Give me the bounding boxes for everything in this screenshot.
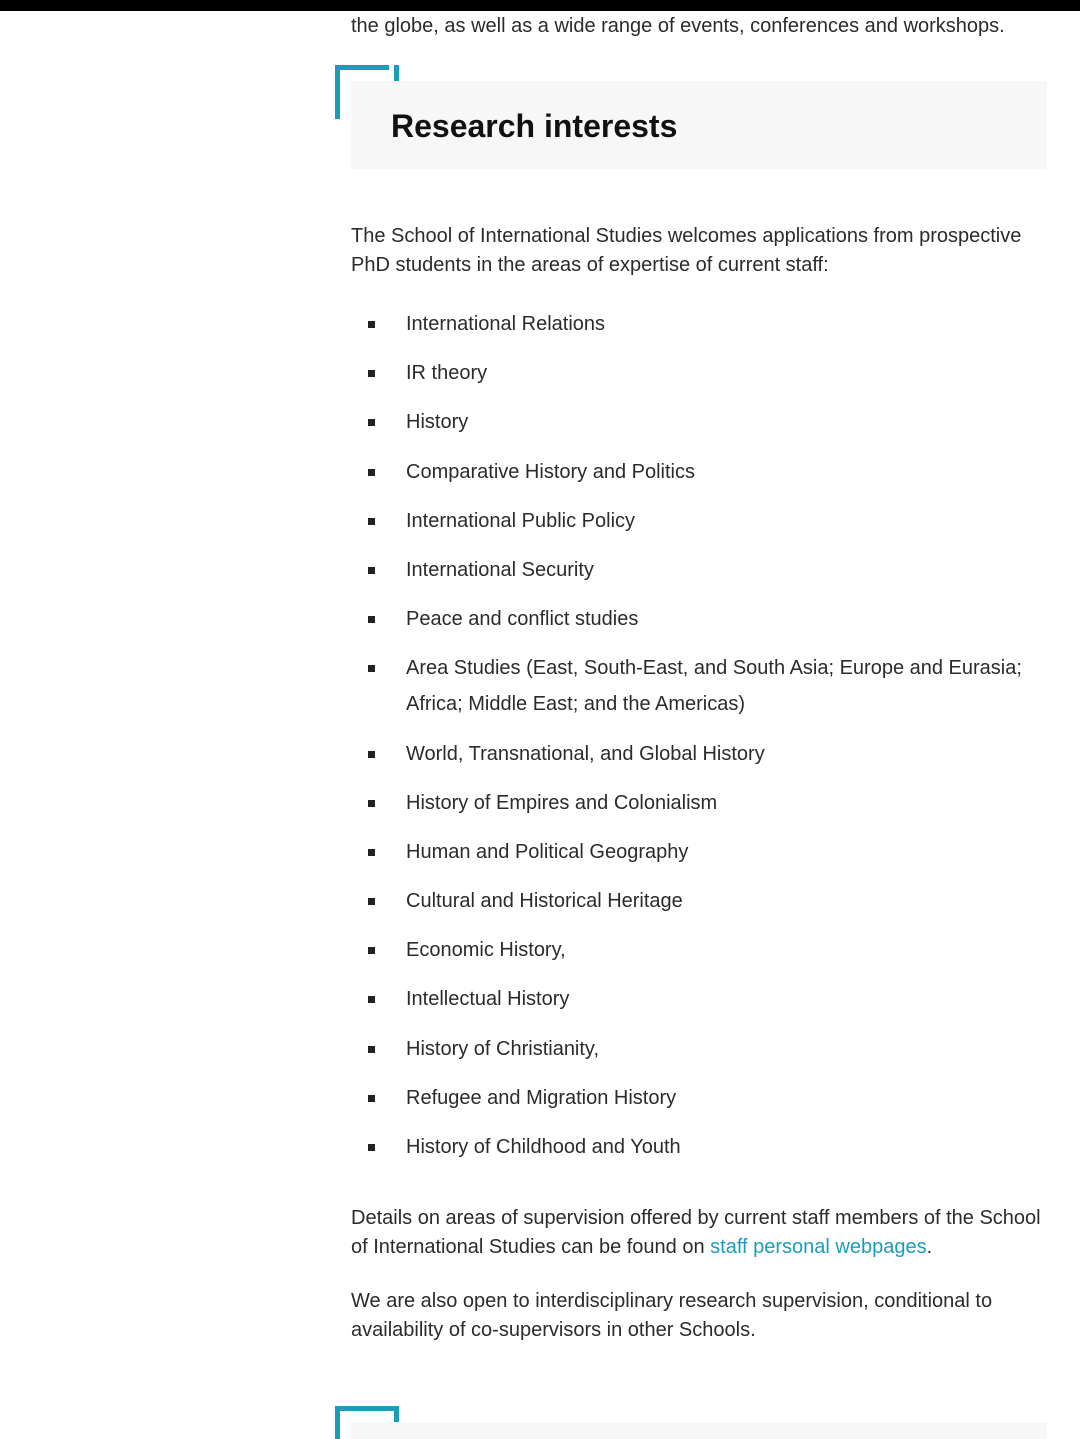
list-item-text: International Security: [406, 558, 594, 581]
list-item-text: World, Transnational, and Global History: [406, 742, 765, 765]
list-item: [351, 1129, 1047, 1165]
list-item: [351, 306, 1047, 342]
bullet-icon: [368, 800, 375, 807]
bullet-icon: [368, 370, 375, 377]
bullet-icon: [368, 947, 375, 954]
bullet-icon: [368, 898, 375, 905]
intro-paragraph-tail: the globe, as well as a wide range of events, conferences and workshops.: [351, 15, 1005, 37]
next-section-heading-box: [351, 1422, 1047, 1439]
bullet-icon: [368, 419, 375, 426]
bullet-icon: [368, 996, 375, 1003]
list-item: [351, 355, 1047, 391]
list-item: [351, 785, 1047, 821]
list-item: [351, 1080, 1047, 1116]
list-item-text: Area Studies (East, South-East, and South Asia; Europe and Eurasia; Africa; Middle East; and the Americas): [406, 657, 1022, 716]
bullet-icon: [368, 1144, 375, 1151]
list-item-text: International Public Policy: [406, 509, 636, 532]
details-end: .: [926, 1236, 933, 1258]
list-item: [351, 552, 1047, 588]
list-item: [351, 650, 1047, 722]
bullet-icon: [368, 616, 375, 623]
list-item-text: Peace and conflict studies: [406, 608, 639, 631]
next-bracket-top-decoration: [335, 1406, 399, 1411]
bullet-icon: [368, 1095, 375, 1102]
bullet-icon: [368, 567, 375, 574]
list-item: [351, 503, 1047, 539]
bullet-icon: [368, 518, 375, 525]
list-item-text: Intellectual History: [406, 988, 570, 1011]
details-paragraph: [351, 1204, 1047, 1262]
list-item: [351, 736, 1047, 772]
list-item-text: IR theory: [406, 362, 488, 385]
list-item-text: History of Christianity,: [406, 1037, 600, 1060]
list-item-text: History of Childhood and Youth: [406, 1136, 681, 1158]
heading-bracket-decoration: [335, 65, 389, 119]
list-item: [351, 404, 1047, 440]
list-item-text: Comparative History and Politics: [406, 460, 695, 483]
section-title: Research interests: [391, 108, 678, 144]
list-item-text: Human and Political Geography: [406, 840, 689, 863]
bullet-icon: [368, 321, 375, 328]
section-lead-paragraph: The School of International Studies welcomes applications from prospective PhD students in the areas of expertise of current staff:: [351, 225, 1022, 276]
bullet-icon: [368, 469, 375, 476]
next-bracket-left-decoration: [335, 1406, 340, 1439]
list-item: [351, 883, 1047, 919]
list-item: [351, 932, 1047, 968]
list-item-text: International Relations: [406, 313, 606, 335]
bullet-icon: [368, 751, 375, 758]
list-item: [351, 1031, 1047, 1067]
list-item: [351, 601, 1047, 637]
bracket-cap-decoration: [394, 65, 399, 81]
list-item-text: History of Empires and Colonialism: [406, 791, 718, 814]
research-interests-list: [351, 306, 1047, 1178]
bullet-icon: [368, 665, 375, 672]
next-bracket-cap-decoration: [394, 1406, 399, 1422]
list-item: [351, 454, 1047, 490]
research-interests-heading-box: [351, 81, 1047, 169]
status-bar: [0, 0, 1080, 11]
interdisciplinary-paragraph: We are also open to interdisciplinary research supervision, conditional to availability of co-supervisors in other Schools.: [351, 1290, 993, 1341]
list-item-text: Cultural and Historical Heritage: [406, 890, 683, 913]
bullet-icon: [368, 1046, 375, 1053]
list-item-text: Economic History,: [406, 939, 566, 962]
list-item: [351, 834, 1047, 870]
details-text: Details on areas of supervision offered by current staff members of the School of International Studies can be found on: [351, 1207, 1041, 1258]
bullet-icon: [368, 849, 375, 856]
list-item-text: History: [406, 411, 469, 434]
list-item: [351, 981, 1047, 1017]
staff-webpages-link[interactable]: staff personal webpages: [710, 1236, 927, 1258]
list-item-text: Refugee and Migration History: [406, 1086, 677, 1109]
